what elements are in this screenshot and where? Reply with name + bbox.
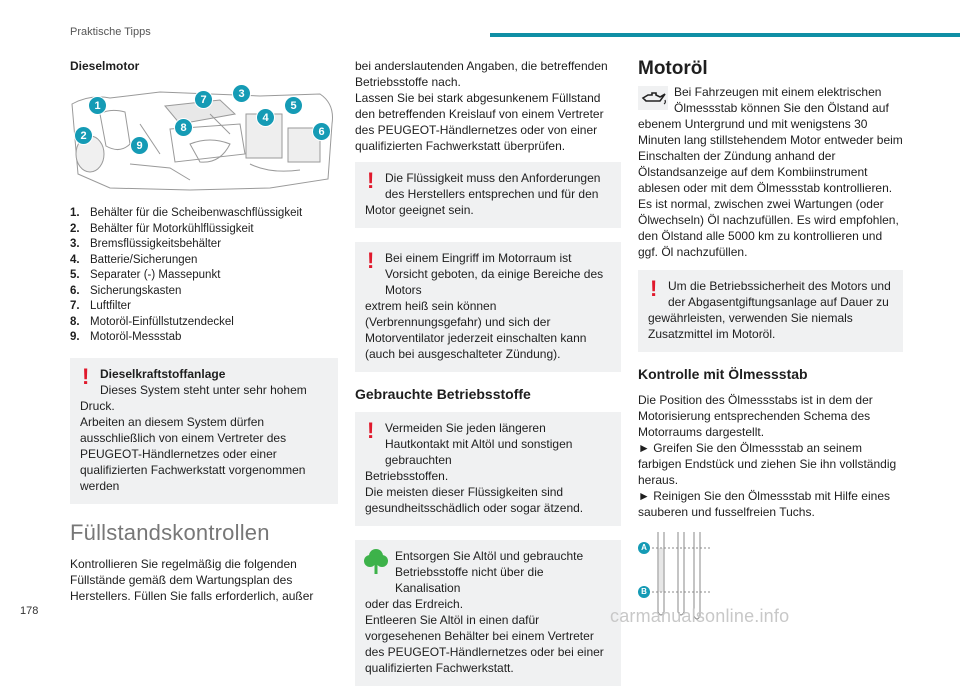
dipstick-step-2: ► Reinigen Sie den Ölmessstab mit Hilfe eines sauberen und fusselfreien Tuchs. <box>638 489 890 519</box>
legend-item: 9. Motoröl-Messstab <box>70 331 182 343</box>
dipstick-text: Die Position des Ölmessstabs ist in dem der Motorisierung entsprechenden Schema des Motorraums dargestellt. <box>638 393 873 439</box>
callout-badge-9: 9 <box>130 136 149 155</box>
legend-item: 1. Behälter für die Scheibenwaschflüssigkeit <box>70 207 303 219</box>
column-3 <box>638 58 903 622</box>
tree-eco-icon <box>363 546 389 576</box>
warning-icon: ! <box>367 248 375 273</box>
column-2 <box>355 58 621 700</box>
callout-badge-1: 1 <box>88 96 107 115</box>
dipstick-title: Kontrolle mit Ölmessstab <box>638 366 808 382</box>
skin-contact-note: ! Vermeiden Sie jeden längeren Hautkontakt mit Altöl und sonstigen gebrauchten Betriebsstoffen. Die meisten dieser Flüssigkeiten sind gesundheitsschädlich oder sogar ätzend. <box>355 412 621 526</box>
fluid-requirement-note: ! Die Flüssigkeit muss den Anforderungen des Herstellers entsprechen und für den Motor geeignet sein. <box>355 162 621 228</box>
warning-icon: ! <box>650 276 658 301</box>
callout-badge-7: 7 <box>194 90 213 109</box>
legend-item: 6. Sicherungskasten <box>70 284 182 297</box>
legend-item: 8. Motoröl-Einfüllstutzendeckel <box>70 315 234 328</box>
dipstick-step-1: ► Greifen Sie den Ölmessstab an seinem farbigen Endstück und ziehen Sie ihn vollständig heraus. <box>638 441 897 487</box>
engine-diagram <box>70 84 338 194</box>
dipstick-label-b: B <box>641 587 647 596</box>
disposal-note: Entsorgen Sie Altöl und gebrauchte Betriebsstoffe nicht über die Kanalisation oder das Erdreich. Entleeren Sie Altöl in einen dafür vorgesehenen Behälter bei einem Vertreter des PEUGEOT-Händlernetzes oder bei einer qualifizierten Fachwerkstatt. <box>355 540 621 686</box>
callout-badge-6: 6 <box>312 122 331 141</box>
legend-item: 7. Luftfilter <box>70 300 131 312</box>
diesel-warning-note: ! Dieselkraftstoffanlage Dieses System steht unter sehr hohem Druck. Arbeiten an diesem System dürfen ausschließlich von einem Vertreter des PEUGEOT-Händlernetzes oder einer qualifizierten Fachwerkstatt vorgenommen werden <box>70 358 338 504</box>
oil-can-icon <box>638 86 668 110</box>
fuellstand-title: Füllstandskontrollen <box>70 519 270 545</box>
motoroel-title: Motoröl <box>638 58 708 79</box>
column-1 <box>70 58 338 604</box>
callout-badge-5: 5 <box>284 96 303 115</box>
warning-icon: ! <box>367 168 375 193</box>
callout-badge-8: 8 <box>174 118 193 137</box>
used-fluids-title: Gebrauchte Betriebsstoffe <box>355 386 531 402</box>
oil-intro: Bei Fahrzeugen mit einem elektrischen Ölmessstab können Sie den Ölstand auf ebenem Untergrund und mit wenigstens 30 Minuten lang stillstehendem Motor entweder beim Einschalten der Zündung anhand der Ölstandsanzeige auf dem Kombiinstrument ablesen oder mit dem Ölmessstab kontrollieren. Es ist normal, zwischen zwei Wartungen (oder Ölwechseln) Öl nachzufüllen. Es wird empfohlen, den Ölstand alle 5000 km zu kontrollieren und ggf. Öl nachzufüllen. <box>638 85 903 259</box>
legend-item: 5. Separater (-) Massepunkt <box>70 269 221 281</box>
callout-badge-3: 3 <box>232 84 251 103</box>
legend-item: 2. Behälter für Motorkühlflüssigkeit <box>70 222 254 235</box>
diesel-engine-title: Dieselmotor <box>70 59 140 73</box>
header-accent-bar <box>490 33 960 37</box>
legend-item: 4. Batterie/Sicherungen <box>70 253 198 266</box>
page-number: 178 <box>20 605 39 617</box>
warning-icon: ! <box>82 363 90 389</box>
oil-additive-note: ! Um die Betriebssicherheit des Motors und der Abgasentgiftungsanlage auf Dauer zu gewährleisten, verwenden Sie niemals Zusatzmittel im Motoröl. <box>638 270 903 352</box>
running-header: Praktische Tipps <box>70 26 151 38</box>
continued-text: bei anderslautenden Angaben, die betreffenden Betriebsstoffe nach. Lassen Sie bei stark abgesunkenem Füllstand den betreffenden Kreislauf von einem Vertreter des PEUGEOT-Händlernetzes oder von einer qualifizierten Fachwerkstatt überprüfen. <box>355 59 608 153</box>
legend-item: 3. Bremsflüssigkeitsbehälter <box>70 238 222 250</box>
callout-badge-2: 2 <box>74 126 93 145</box>
dipstick-label-a: A <box>641 543 647 552</box>
engine-heat-note: ! Bei einem Eingriff im Motorraum ist Vorsicht geboten, da einige Bereiche des Motors extrem heiß sein können (Verbrennungsgefahr) und sich der Motorventilator jederzeit einschalten kann (auch bei ausgeschalteter Zündung). <box>355 242 621 372</box>
component-legend <box>70 206 338 346</box>
warning-icon: ! <box>367 418 375 443</box>
callout-badge-4: 4 <box>256 108 275 127</box>
fuellstand-text: Kontrollieren Sie regelmäßig die folgenden Füllstände gemäß dem Wartungsplan des Herstellers. Füllen Sie falls erforderlich, außer <box>70 556 314 603</box>
watermark: carmanualsonline.info <box>610 606 790 626</box>
